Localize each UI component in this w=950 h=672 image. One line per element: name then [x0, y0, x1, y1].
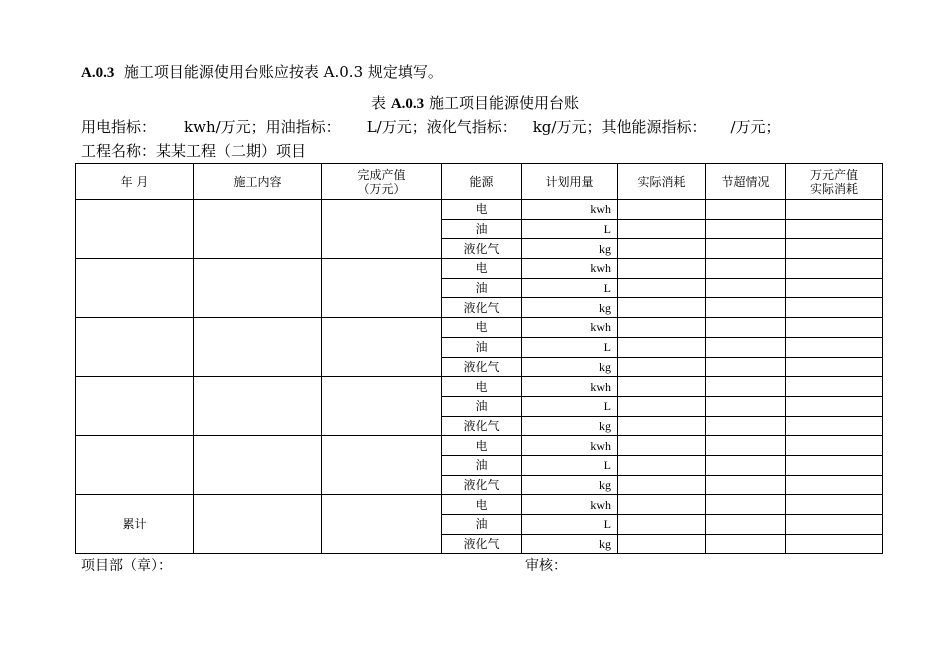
- actual-usage-cell: [618, 298, 706, 318]
- output-value-cell: [322, 495, 442, 554]
- table-header-row: [76, 164, 883, 200]
- planned-usage-cell: kg: [522, 475, 618, 495]
- output-value-cell: [322, 318, 442, 377]
- project-name: 工程名称：某某工程（二期）项目: [81, 142, 307, 160]
- energy-type-cell: 液化气: [442, 475, 522, 495]
- actual-usage-cell: [618, 396, 706, 416]
- energy-ledger-table: [75, 163, 883, 554]
- content-cell: [194, 436, 322, 495]
- actual-usage-cell: [618, 534, 706, 554]
- planned-usage-cell: kwh: [522, 259, 618, 279]
- energy-type-cell: 电: [442, 436, 522, 456]
- planned-usage-cell: kg: [522, 416, 618, 436]
- planned-usage-cell: kg: [522, 239, 618, 259]
- electric-indicator-unit: kwh/万元；: [184, 118, 266, 136]
- header-actual: 实际消耗: [618, 164, 706, 200]
- energy-type-cell: 电: [442, 377, 522, 397]
- indicator-line: [81, 116, 781, 137]
- other-indicator-label: 其他能源指标：: [601, 118, 707, 136]
- table-row: [76, 436, 883, 456]
- header-energy: 能源: [442, 164, 522, 200]
- planned-usage-cell: kwh: [522, 495, 618, 515]
- energy-type-cell: 电: [442, 495, 522, 515]
- actual-usage-cell: [618, 200, 706, 220]
- actual-usage-cell: [618, 219, 706, 239]
- table-row: [76, 377, 883, 397]
- per-wan-consumption-cell: [786, 318, 883, 338]
- header-per-wan-line1: 万元产值: [809, 167, 858, 182]
- planned-usage-cell: kg: [522, 357, 618, 377]
- per-wan-consumption-cell: [786, 357, 883, 377]
- table-row: [76, 200, 883, 220]
- saving-status-cell: [706, 475, 786, 495]
- content-cell: [194, 318, 322, 377]
- saving-status-cell: [706, 436, 786, 456]
- energy-type-cell: 电: [442, 259, 522, 279]
- content-cell: [194, 377, 322, 436]
- energy-type-cell: 油: [442, 278, 522, 298]
- energy-type-cell: 油: [442, 337, 522, 357]
- per-wan-consumption-cell: [786, 219, 883, 239]
- electric-indicator-label: 用电指标：: [81, 118, 157, 136]
- saving-status-cell: [706, 416, 786, 436]
- actual-usage-cell: [618, 357, 706, 377]
- saving-status-cell: [706, 298, 786, 318]
- project-dept-seal: 项目部（章）：: [81, 558, 172, 574]
- month-cell: [76, 318, 194, 377]
- per-wan-consumption-cell: [786, 298, 883, 318]
- per-wan-consumption-cell: [786, 239, 883, 259]
- energy-type-cell: 电: [442, 318, 522, 338]
- table-row: [76, 318, 883, 338]
- output-value-cell: [322, 377, 442, 436]
- per-wan-consumption-cell: [786, 495, 883, 515]
- energy-type-cell: 液化气: [442, 298, 522, 318]
- output-value-cell: [322, 259, 442, 318]
- section-text: 施工项目能源使用台账应按表 A.0.3 规定填写。: [123, 63, 443, 81]
- saving-status-cell: [706, 357, 786, 377]
- saving-status-cell: [706, 200, 786, 220]
- planned-usage-cell: L: [522, 455, 618, 475]
- per-wan-consumption-cell: [786, 416, 883, 436]
- header-content: 施工内容: [194, 164, 322, 200]
- saving-status-cell: [706, 259, 786, 279]
- energy-type-cell: 液化气: [442, 534, 522, 554]
- saving-status-cell: [706, 455, 786, 475]
- planned-usage-cell: L: [522, 515, 618, 535]
- table-title-text: 施工项目能源使用台账: [424, 94, 579, 112]
- planned-usage-cell: L: [522, 219, 618, 239]
- header-month: 年 月: [76, 164, 194, 200]
- per-wan-consumption-cell: [786, 200, 883, 220]
- header-per-wan: [786, 164, 883, 200]
- saving-status-cell: [706, 318, 786, 338]
- month-cell: [76, 377, 194, 436]
- saving-status-cell: [706, 278, 786, 298]
- planned-usage-cell: kg: [522, 298, 618, 318]
- per-wan-consumption-cell: [786, 534, 883, 554]
- header-per-wan-line2: 实际消耗: [809, 181, 858, 196]
- actual-usage-cell: [618, 416, 706, 436]
- planned-usage-cell: kg: [522, 534, 618, 554]
- month-cell: [76, 436, 194, 495]
- planned-usage-cell: L: [522, 396, 618, 416]
- per-wan-consumption-cell: [786, 475, 883, 495]
- planned-usage-cell: L: [522, 278, 618, 298]
- planned-usage-cell: kwh: [522, 436, 618, 456]
- per-wan-consumption-cell: [786, 377, 883, 397]
- month-cell: [76, 259, 194, 318]
- table-title-prefix: 表: [371, 94, 391, 112]
- saving-status-cell: [706, 219, 786, 239]
- energy-type-cell: 油: [442, 515, 522, 535]
- saving-status-cell: [706, 377, 786, 397]
- actual-usage-cell: [618, 278, 706, 298]
- header-output: [322, 164, 442, 200]
- actual-usage-cell: [618, 436, 706, 456]
- energy-type-cell: 液化气: [442, 416, 522, 436]
- saving-status-cell: [706, 396, 786, 416]
- energy-type-cell: 液化气: [442, 239, 522, 259]
- energy-type-cell: 油: [442, 455, 522, 475]
- output-value-cell: [322, 200, 442, 259]
- per-wan-consumption-cell: [786, 259, 883, 279]
- saving-status-cell: [706, 337, 786, 357]
- oil-indicator-unit: L/万元；: [366, 118, 427, 136]
- table-row: [76, 259, 883, 279]
- other-indicator-unit: /万元；: [730, 118, 781, 136]
- actual-usage-cell: [618, 318, 706, 338]
- table-title: [0, 92, 950, 113]
- energy-type-cell: 液化气: [442, 357, 522, 377]
- content-cell: [194, 200, 322, 259]
- energy-type-cell: 油: [442, 219, 522, 239]
- table-title-code: A.0.3: [390, 96, 425, 112]
- output-value-cell: [322, 436, 442, 495]
- header-output-line1: 完成产值: [357, 167, 406, 182]
- actual-usage-cell: [618, 475, 706, 495]
- review-signature: 审核：: [525, 558, 567, 574]
- table-row: [76, 495, 883, 515]
- header-output-line2: （万元）: [357, 181, 406, 196]
- header-saving: 节超情况: [706, 164, 786, 200]
- saving-status-cell: [706, 495, 786, 515]
- actual-usage-cell: [618, 259, 706, 279]
- content-cell: [194, 495, 322, 554]
- content-cell: [194, 259, 322, 318]
- per-wan-consumption-cell: [786, 455, 883, 475]
- section-heading: [81, 61, 443, 82]
- planned-usage-cell: L: [522, 337, 618, 357]
- per-wan-consumption-cell: [786, 278, 883, 298]
- planned-usage-cell: kwh: [522, 377, 618, 397]
- actual-usage-cell: [618, 515, 706, 535]
- planned-usage-cell: kwh: [522, 200, 618, 220]
- month-cell: [76, 200, 194, 259]
- per-wan-consumption-cell: [786, 396, 883, 416]
- total-label: 累计: [76, 495, 194, 554]
- saving-status-cell: [706, 534, 786, 554]
- actual-usage-cell: [618, 455, 706, 475]
- energy-type-cell: 油: [442, 396, 522, 416]
- actual-usage-cell: [618, 495, 706, 515]
- planned-usage-cell: kwh: [522, 318, 618, 338]
- saving-status-cell: [706, 515, 786, 535]
- section-code: A.0.3: [81, 65, 115, 81]
- actual-usage-cell: [618, 377, 706, 397]
- oil-indicator-label: 用油指标：: [265, 118, 341, 136]
- header-planned: 计划用量: [522, 164, 618, 200]
- actual-usage-cell: [618, 337, 706, 357]
- lpg-indicator-label: 液化气指标：: [426, 118, 517, 136]
- saving-status-cell: [706, 239, 786, 259]
- per-wan-consumption-cell: [786, 436, 883, 456]
- actual-usage-cell: [618, 239, 706, 259]
- per-wan-consumption-cell: [786, 515, 883, 535]
- energy-type-cell: 电: [442, 200, 522, 220]
- per-wan-consumption-cell: [786, 337, 883, 357]
- lpg-indicator-unit: kg/万元；: [532, 118, 602, 136]
